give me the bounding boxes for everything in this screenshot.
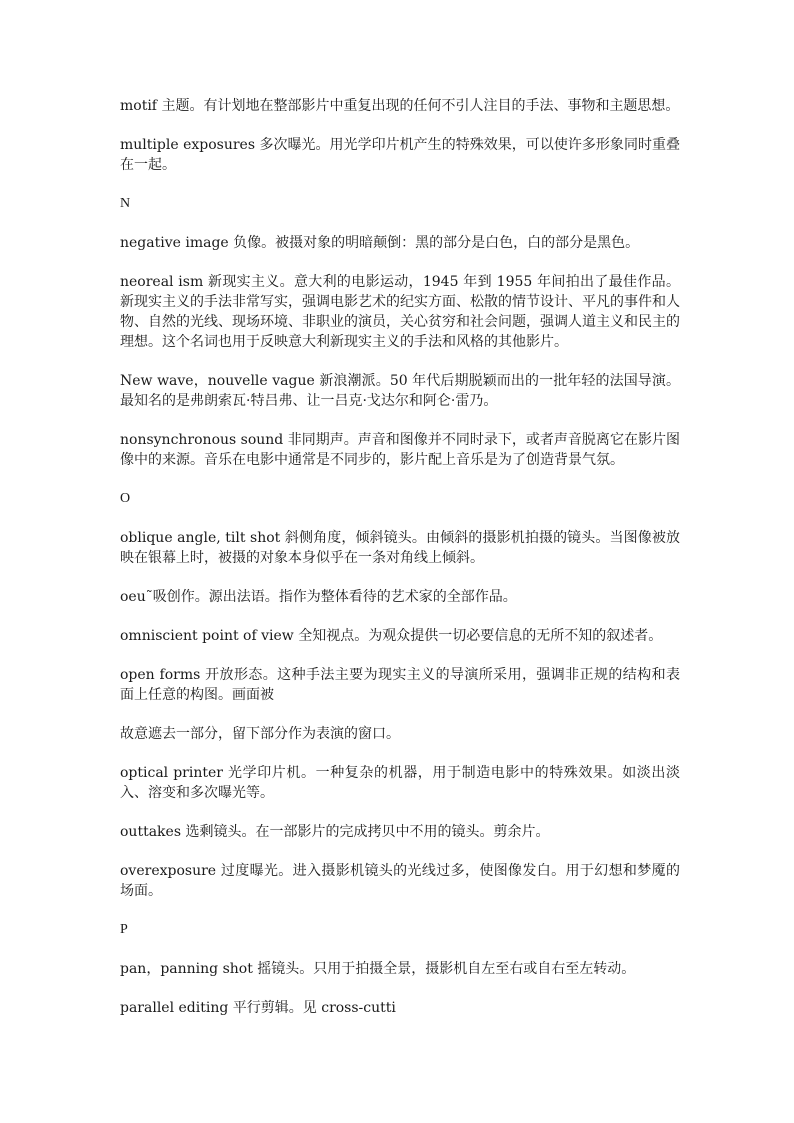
entry-omniscient-point-of-view: omniscient point of view 全知视点。为观众提供一切必要信息的无所不知的叙述者。 [120, 628, 663, 644]
entry-multiple-exposures: multiple exposures 多次曝光。用光学印片机产生的特殊效果，可以使许多形象同时重叠在一起。 [120, 137, 680, 173]
entry-open-forms: open forms 开放形态。这种手法主要为现实主义的导演所采用，强调非正规的结构和表面上任意的构图。画面被 [120, 667, 680, 703]
section-letter-p: P [120, 922, 128, 937]
entry-oeuvre: oeu˜吸创作。源出法语。指作为整体看待的艺术家的全部作品。 [120, 589, 517, 605]
entry-outtakes: outtakes 选剩镜头。在一部影片的完成拷贝中不用的镜头。剪余片。 [120, 824, 550, 840]
section-letter-n: N [120, 196, 131, 211]
entry-optical-printer: optical printer 光学印片机。一种复杂的机器，用于制造电影中的特殊效果。如淡出淡入、溶变和多次曝光等。 [120, 765, 680, 801]
entry-oblique-angle: oblique angle, tilt shot 斜侧角度，倾斜镜头。由倾斜的摄影机拍摄的镜头。当图像被放映在银幕上时，被摄的对象本身似乎在一条对角线上倾斜。 [120, 530, 680, 566]
entry-parallel-editing: parallel editing 平行剪辑。见 cross-cutti [120, 1000, 396, 1016]
entry-negative-image: negative image 负像。被摄对象的明暗颠倒：黑的部分是白色，白的部分是黑色。 [120, 235, 640, 251]
entry-nonsynchronous-sound: nonsynchronous sound 非同期声。声音和图像并不同时录下，或者声音脱离它在影片图像中的来源。音乐在电影中通常是不同步的，影片配上音乐是为了创造背景气氛。 [120, 432, 680, 468]
entry-new-wave: New wave，nouvelle vague 新浪潮派。50 年代后期脱颖而出的一批年轻的法国导演。最知名的是弗朗索瓦·特吕弗、让一吕克·戈达尔和阿仑·雷乃。 [120, 373, 680, 409]
entry-open-forms-continued: 故意遮去一部分，留下部分作为表演的窗口。 [120, 726, 400, 742]
entry-neorealism: neoreal ism 新现实主义。意大利的电影运动，1945 年到 1955 年间拍出了最佳作品。新现实主义的手法非常写实，强调电影艺术的纪实方面、松散的情节设计、平凡的事件和人物、自然的光线、现场环境、非职业的演员，关心贫穷和社会问题，强调人道主义和民主的理想。这个名词也用于反映意大利新现实主义的手法和风格的其他影片。 [120, 274, 680, 350]
entry-pan: pan，panning shot 摇镜头。只用于拍摄全景，摄影机自左至右或自右至左转动。 [120, 961, 636, 977]
section-letter-o: O [120, 491, 131, 506]
entry-overexposure: overexposure 过度曝光。进入摄影机镜头的光线过多，使图像发白。用于幻想和梦魇的场面。 [120, 863, 680, 899]
document-body [120, 96, 680, 1037]
entry-motif: motif 主题。有计划地在整部影片中重复出现的任何不引人注目的手法、事物和主题思想。 [120, 98, 680, 114]
